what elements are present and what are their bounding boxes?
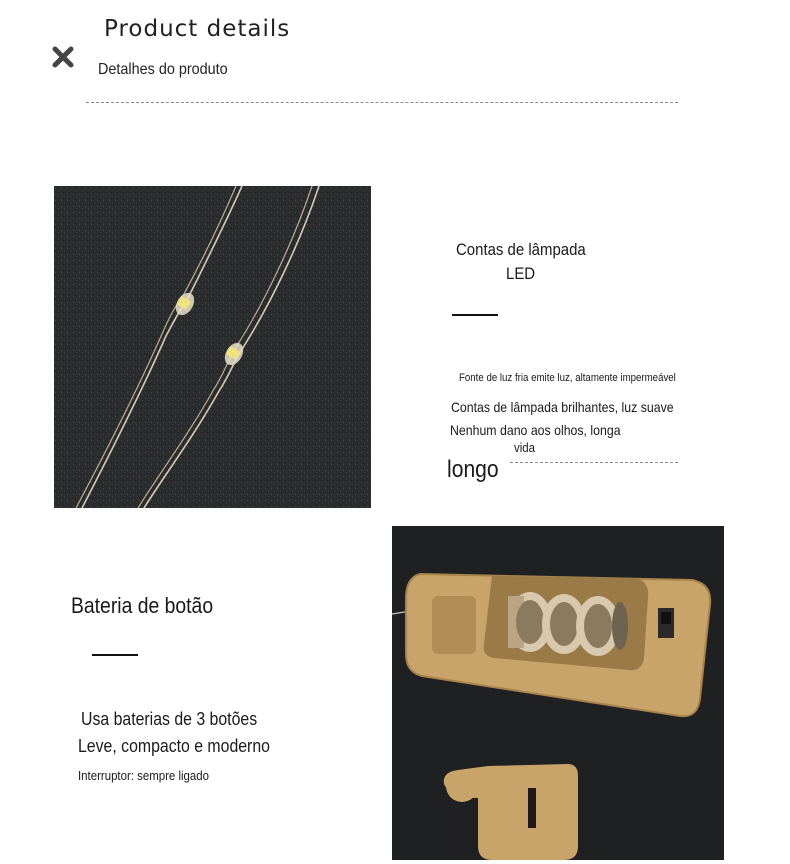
page-title: Product details	[104, 16, 291, 42]
divider-top	[86, 102, 678, 103]
battery-heading-underline	[92, 654, 138, 656]
divider-mid	[510, 462, 678, 463]
led-feature-line1: Contas de lâmpada brilhantes, luz suave	[451, 399, 674, 415]
led-emphasis-word: longo	[447, 456, 499, 483]
page-subtitle: Detalhes do produto	[98, 61, 228, 78]
battery-feature-line2: Leve, compacto e moderno	[78, 736, 270, 756]
led-heading-underline	[452, 314, 498, 316]
led-heading-line2: LED	[506, 264, 536, 283]
battery-case-photo	[392, 526, 724, 860]
battery-feature-line3: Interruptor: sempre ligado	[78, 768, 209, 783]
battery-feature-line1: Usa baterias de 3 botões	[81, 709, 258, 729]
led-wire-photo	[54, 186, 371, 508]
led-feature-line3: vida	[514, 440, 535, 455]
led-feature-line2: Nenhum dano aos olhos, longa	[450, 422, 621, 438]
battery-heading: Bateria de botão	[71, 593, 214, 618]
led-heading-line1: Contas de lâmpada	[456, 240, 586, 259]
close-icon[interactable]	[50, 44, 76, 70]
led-tagline: Fonte de luz fria emite luz, altamente impermeável	[459, 372, 676, 384]
